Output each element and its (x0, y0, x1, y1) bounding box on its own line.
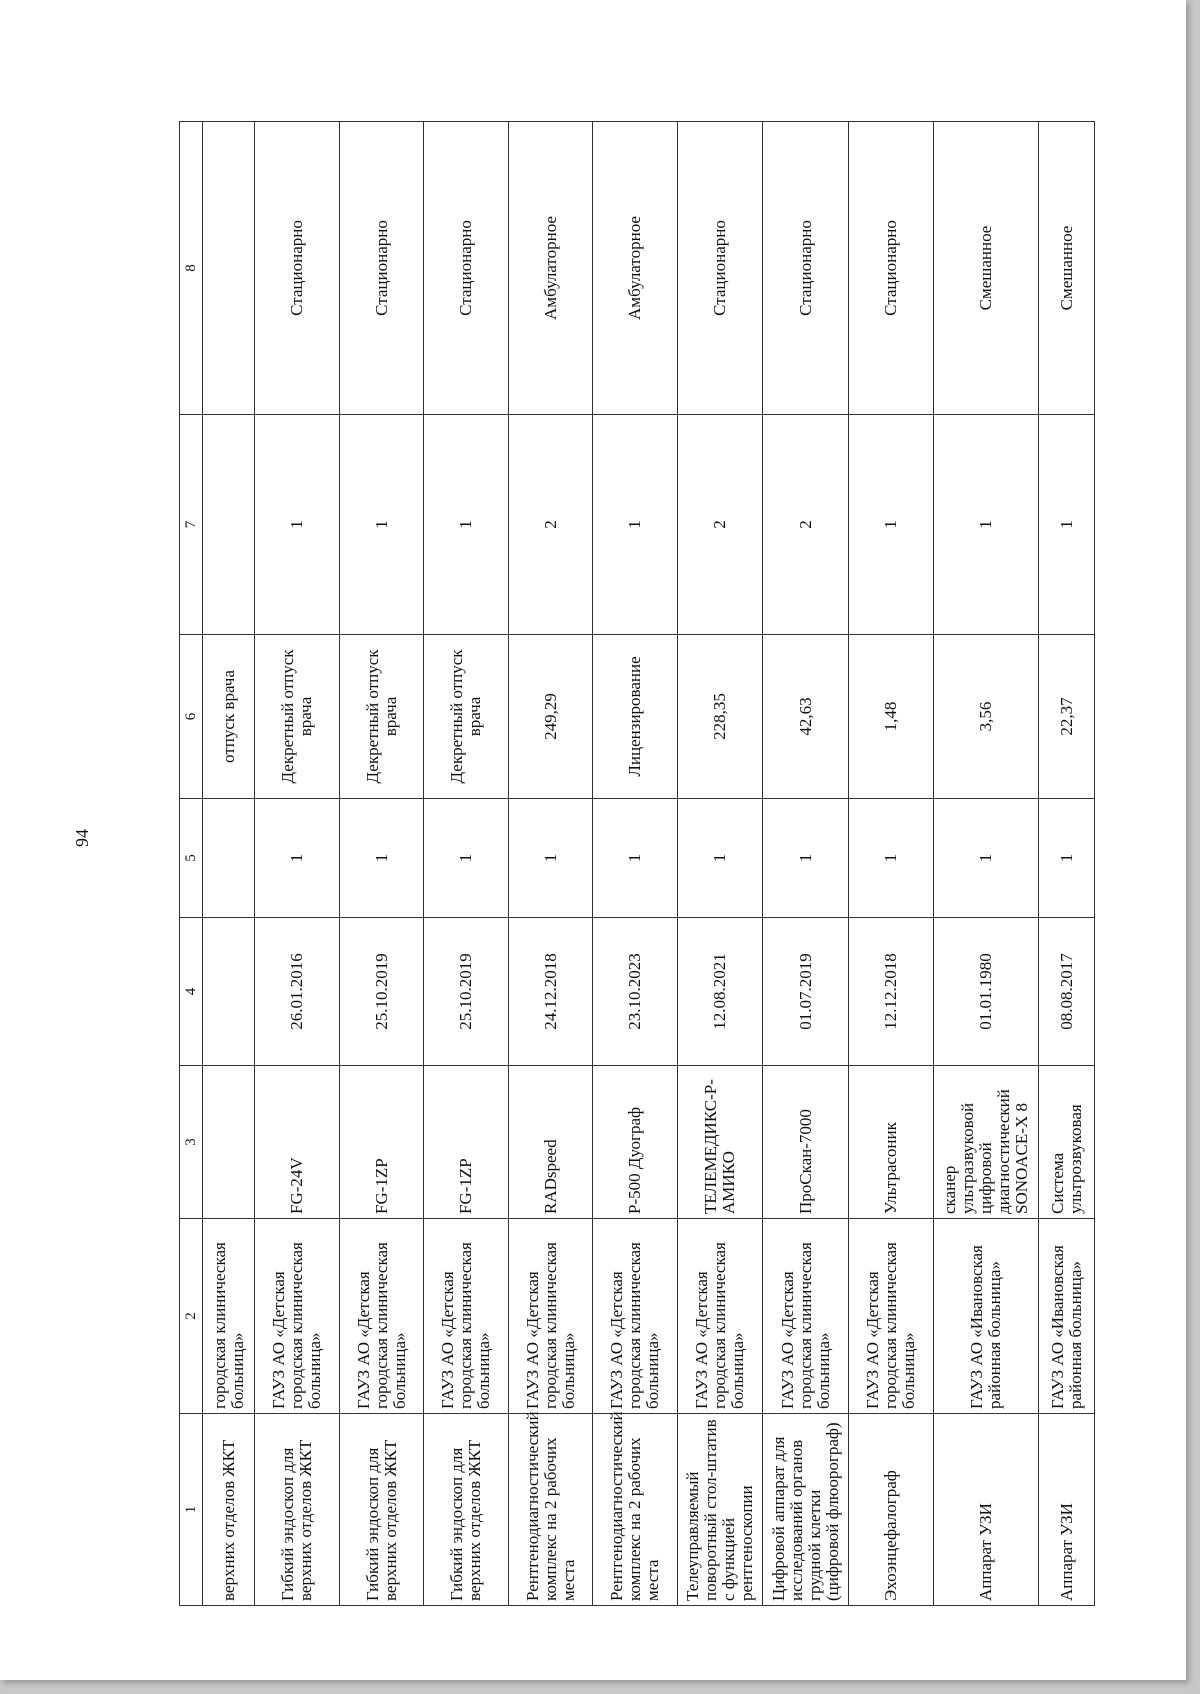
table-cell-col-3: ТЕЛЕМЕДИКС-Р-АМИКО (677, 1066, 763, 1219)
table-cell-col-8: Амбулаторное (508, 122, 593, 415)
table-cell-col-5: 1 (593, 799, 678, 918)
table-row (593, 122, 678, 1606)
table-cell-col-2: ГАУЗ АО «Детская городская клиническая больница» (339, 1219, 424, 1414)
table-cell-col-7: 1 (849, 415, 934, 635)
table-cell-col-5: 1 (849, 799, 934, 918)
table-cell-col-3: сканер ультразвуковой цифровой диагностический SONOACE-X 8 (933, 1066, 1039, 1219)
table-cell-col-1: верхних отделов ЖКТ (203, 1414, 255, 1606)
table-cell-col-2: ГАУЗ АО «Детская городская клиническая больница» (424, 1219, 509, 1414)
table-row (677, 122, 763, 1606)
table-cell-col-8: Стационарно (763, 122, 849, 415)
table-cell-col-7: 2 (763, 415, 849, 635)
table-cell-col-4: 23.10.2023 (593, 918, 678, 1066)
table-cell-col-1: Телеуправляемый поворотный стол-штатив с функцией рентгеноскопии (677, 1414, 763, 1606)
table-cell-col-5: 1 (424, 799, 509, 918)
table-cell-col-4: 12.12.2018 (849, 918, 934, 1066)
column-header-2: 2 (180, 1219, 203, 1414)
table-row (763, 122, 849, 1606)
table-cell-col-8: Смешанное (933, 122, 1039, 415)
table-cell-col-6: Декретный отпуск врача (255, 635, 340, 799)
table-cell-col-1: Рентгенодиагностический комплекс на 2 рабочих места (508, 1414, 593, 1606)
table-cell-col-5: 1 (933, 799, 1039, 918)
table-cell-col-6: 3,56 (933, 635, 1039, 799)
table-cell-col-5: 1 (339, 799, 424, 918)
table-cell-col-4: 01.07.2019 (763, 918, 849, 1066)
column-header-8: 8 (180, 122, 203, 415)
table-cell-col-1: Гибкий эндоскоп для верхних отделов ЖКТ (424, 1414, 509, 1606)
table-cell-col-2: ГАУЗ АО «Детская городская клиническая больница» (763, 1219, 849, 1414)
table-cell-col-1: Аппарат УЗИ (1039, 1414, 1095, 1606)
table-cell-col-7: 1 (339, 415, 424, 635)
table-cell-col-8: Амбулаторное (593, 122, 678, 415)
table-cell-col-1: Цифровой аппарат для исследований органов грудной клетки (цифровой флюорограф) (763, 1414, 849, 1606)
table-row (203, 122, 255, 1606)
table-cell-col-6: 1,48 (849, 635, 934, 799)
table-cell-col-8: Стационарно (424, 122, 509, 415)
table-cell-col-5 (203, 799, 255, 918)
table-cell-col-4: 08.08.2017 (1039, 918, 1095, 1066)
table-cell-col-4: 25.10.2019 (424, 918, 509, 1066)
table-cell-col-2: ГАУЗ АО «Детская городская клиническая больница» (593, 1219, 678, 1414)
table-row (849, 122, 934, 1606)
table-cell-col-2: ГАУЗ АО «Ивановская районная больница» (1039, 1219, 1095, 1414)
table-cell-col-7: 1 (933, 415, 1039, 635)
table-cell-col-8: Стационарно (677, 122, 763, 415)
table-row (508, 122, 593, 1606)
table-cell-col-3: FG-1ZP (424, 1066, 509, 1219)
table-cell-col-3: RADspeed (508, 1066, 593, 1219)
table-cell-col-1: Гибкий эндоскоп для верхних отделов ЖКТ (339, 1414, 424, 1606)
table-cell-col-3: Система ультрозвуковая (1039, 1066, 1095, 1219)
table-cell-col-8 (203, 122, 255, 415)
table-cell-col-6: 228,35 (677, 635, 763, 799)
column-header-3: 3 (180, 1066, 203, 1219)
table-cell-col-5: 1 (508, 799, 593, 918)
table-cell-col-7: 2 (508, 415, 593, 635)
table-cell-col-5: 1 (677, 799, 763, 918)
table-cell-col-7: 1 (1039, 415, 1095, 635)
table-cell-col-2: городская клиническая больница» (203, 1219, 255, 1414)
table-cell-col-1: Рентгенодиагностический комплекс на 2 рабочих места (593, 1414, 678, 1606)
table-header-row (180, 122, 203, 1606)
column-header-6: 6 (180, 635, 203, 799)
table-cell-col-6: Декретный отпуск врача (339, 635, 424, 799)
table-cell-col-2: ГАУЗ АО «Ивановская районная больница» (933, 1219, 1039, 1414)
table-cell-col-4: 01.01.1980 (933, 918, 1039, 1066)
table-body (203, 122, 1095, 1606)
table-cell-col-1: Эхоэнцефалограф (849, 1414, 934, 1606)
table-cell-col-3 (203, 1066, 255, 1219)
table-cell-col-8: Смешанное (1039, 122, 1095, 415)
table-row (339, 122, 424, 1606)
table-cell-col-3: Р-500 Дуограф (593, 1066, 678, 1219)
column-header-4: 4 (180, 918, 203, 1066)
rotated-table-wrapper (179, 122, 1095, 1606)
table-cell-col-6: Декретный отпуск врача (424, 635, 509, 799)
table-row (424, 122, 509, 1606)
table-cell-col-6: 42,63 (763, 635, 849, 799)
table-cell-col-8: Стационарно (255, 122, 340, 415)
table-cell-col-6: Лицензирование (593, 635, 678, 799)
table-cell-col-8: Стационарно (339, 122, 424, 415)
equipment-table (179, 121, 1095, 1606)
table-cell-col-7: 2 (677, 415, 763, 635)
table-cell-col-3: FG-24V (255, 1066, 340, 1219)
page-number: 94 (72, 829, 92, 847)
table-cell-col-5: 1 (763, 799, 849, 918)
table-cell-col-3: Ультрасоник (849, 1066, 934, 1219)
table-cell-col-4 (203, 918, 255, 1066)
table-cell-col-6: отпуск врача (203, 635, 255, 799)
table-cell-col-1: Аппарат УЗИ (933, 1414, 1039, 1606)
column-header-7: 7 (180, 415, 203, 635)
table-row (255, 122, 340, 1606)
table-cell-col-2: ГАУЗ АО «Детская городская клиническая больница» (508, 1219, 593, 1414)
table-cell-col-4: 24.12.2018 (508, 918, 593, 1066)
table-cell-col-5: 1 (1039, 799, 1095, 918)
table-cell-col-4: 25.10.2019 (339, 918, 424, 1066)
table-cell-col-7 (203, 415, 255, 635)
table-cell-col-6: 249,29 (508, 635, 593, 799)
table-cell-col-3: FG-1ZP (339, 1066, 424, 1219)
column-header-5: 5 (180, 799, 203, 918)
table-row (933, 122, 1039, 1606)
table-cell-col-2: ГАУЗ АО «Детская городская клиническая больница» (849, 1219, 934, 1414)
table-cell-col-2: ГАУЗ АО «Детская городская клиническая больница» (255, 1219, 340, 1414)
table-cell-col-4: 12.08.2021 (677, 918, 763, 1066)
column-header-1: 1 (180, 1414, 203, 1606)
table-cell-col-5: 1 (255, 799, 340, 918)
table-cell-col-7: 1 (424, 415, 509, 635)
table-cell-col-4: 26.01.2016 (255, 918, 340, 1066)
table-cell-col-2: ГАУЗ АО «Детская городская клиническая больница» (677, 1219, 763, 1414)
table-cell-col-1: Гибкий эндоскоп для верхних отделов ЖКТ (255, 1414, 340, 1606)
table-cell-col-6: 22,37 (1039, 635, 1095, 799)
table-cell-col-7: 1 (255, 415, 340, 635)
table-row (1039, 122, 1095, 1606)
table-cell-col-7: 1 (593, 415, 678, 635)
table-cell-col-3: ПроСкан-7000 (763, 1066, 849, 1219)
table-cell-col-8: Стационарно (849, 122, 934, 415)
